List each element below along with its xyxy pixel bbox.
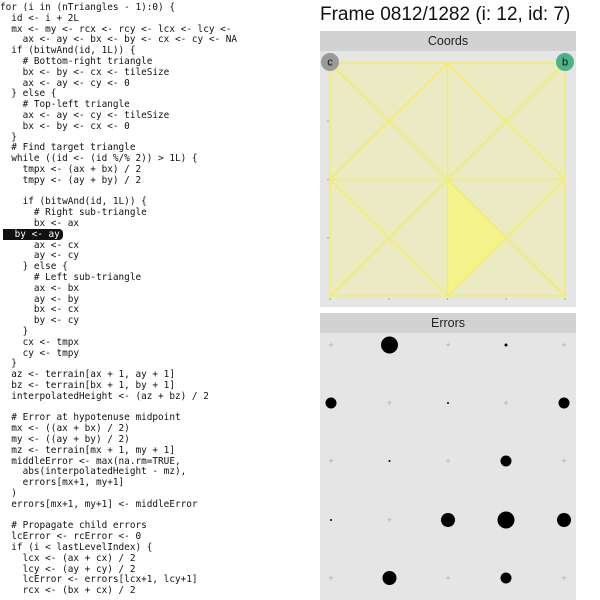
code-line	[0, 164, 141, 175]
grid-tick: +	[386, 516, 393, 524]
code-line	[0, 218, 79, 229]
errors-background	[320, 333, 576, 600]
code-line	[0, 78, 130, 89]
code-line	[0, 88, 56, 99]
code-line-text: lcError <- errors[lcx+1, lcy+1]	[0, 574, 198, 586]
code-line-text: ax <- cx	[0, 239, 80, 251]
code-line	[0, 315, 79, 326]
tick-mark	[388, 298, 390, 300]
tick-mark	[447, 298, 449, 300]
code-line-text: bx <- ax	[0, 218, 80, 229]
code-line-text: if (bitwAnd(id, 1L)) {	[0, 45, 136, 57]
code-line-text: lcx <- (ax + cx) / 2	[0, 552, 136, 564]
code-line-text: ay <- by	[0, 293, 80, 305]
grid-tick: +	[328, 457, 334, 465]
tick-mark	[327, 237, 329, 239]
code-line	[0, 531, 141, 542]
frame-label: Frame	[320, 4, 375, 25]
grid-tick: +	[445, 457, 451, 465]
code-line	[0, 2, 175, 13]
frame-info: (i: 12, id: 7)	[475, 4, 571, 25]
grid-tick: +	[503, 399, 509, 407]
code-line-text: rcx <- (bx + cx) / 2	[0, 585, 136, 597]
code-line	[0, 369, 175, 380]
grid-tick: +	[328, 574, 334, 582]
code-line-text: bx <- cx	[0, 304, 80, 316]
grid-tick: +	[445, 574, 451, 582]
code-line	[0, 121, 130, 132]
code-line-text: # Propagate child errors	[0, 520, 147, 532]
code-line-text: mz <- terrain[mx + 1, my + 1]	[0, 444, 175, 456]
error-dot	[381, 337, 398, 354]
code-line	[0, 434, 130, 445]
error-dot	[389, 460, 391, 462]
code-line	[0, 261, 68, 272]
code-line-text: for (i in (nTriangles - 1):0) {	[0, 2, 175, 13]
errors-panel	[320, 333, 576, 600]
code-line-text: ax <- ay <- bx <- by <- cx <- cy <- NA	[0, 34, 238, 46]
code-pane	[0, 2, 312, 600]
code-line-text: } else {	[0, 261, 68, 273]
code-line	[0, 45, 135, 56]
code-line	[0, 24, 231, 35]
error-dot	[326, 398, 337, 409]
code-line	[0, 456, 181, 467]
code-line	[0, 99, 130, 110]
error-dot	[559, 398, 570, 409]
code-line-text: bz <- terrain[bx + 1, by + 1]	[0, 380, 175, 391]
code-line	[0, 499, 198, 510]
code-line	[0, 348, 79, 359]
code-line-text: while ((id <- (id %/% 2)) > 1L) {	[0, 153, 198, 165]
code-line	[0, 13, 79, 24]
code-line	[0, 380, 175, 391]
code-line	[0, 574, 198, 585]
code-line	[0, 142, 135, 153]
code-line	[0, 391, 209, 402]
code-line	[0, 337, 79, 348]
code-line-text: # Find target triangle	[0, 142, 136, 154]
error-dot	[501, 573, 512, 584]
error-dot	[447, 402, 449, 404]
tick-mark	[564, 298, 566, 300]
code-line-text: mx <- ((ax + bx) / 2)	[0, 423, 130, 435]
tick-mark	[327, 120, 329, 122]
code-line-text: if (i < lastLevelIndex) {	[0, 542, 153, 553]
code-line	[0, 477, 124, 488]
code-line-text: cy <- tmpy	[0, 347, 80, 359]
error-dot	[501, 456, 512, 467]
code-line-text: errors[mx+1, my+1]	[0, 477, 125, 489]
code-line	[0, 553, 135, 564]
code-line-text: ax <- bx	[0, 282, 80, 294]
code-line	[0, 110, 169, 121]
code-line-text: # Bottom-right triangle	[0, 56, 153, 67]
code-line	[0, 520, 147, 531]
code-line	[0, 564, 135, 575]
code-line	[0, 196, 147, 207]
code-line-text: ax <- ay <- cy <- 0	[0, 77, 130, 89]
code-line-text: cx <- tmpx	[0, 336, 80, 348]
frame-current: 0812	[380, 4, 423, 25]
grid-tick: +	[386, 399, 393, 407]
code-line	[0, 445, 175, 456]
code-line-text: by <- ay	[9, 228, 60, 240]
code-line	[0, 423, 130, 434]
code-line-text: lcy <- (ay + cy) / 2	[0, 563, 136, 575]
code-line-text: az <- terrain[ax + 1, ay + 1]	[0, 369, 175, 381]
code-line-text: lcError <- rcError <- 0	[0, 531, 142, 543]
code-line	[0, 132, 17, 143]
code-line	[0, 294, 79, 305]
code-line	[0, 153, 198, 164]
grid-tick: +	[445, 341, 451, 349]
code-line	[0, 358, 17, 369]
code-line-text: }	[0, 326, 29, 337]
code-line-current	[3, 229, 63, 240]
code-line	[0, 240, 79, 251]
code-line-text: by <- cy	[0, 315, 80, 327]
code-line	[0, 542, 152, 553]
code-line-text: middleError <- max(na.rm=TRUE,	[0, 455, 181, 467]
vertex-label: c	[327, 56, 333, 69]
code-line-text: }	[0, 358, 17, 370]
tick-mark	[327, 179, 329, 181]
code-line-text: } else {	[0, 88, 57, 100]
code-line	[0, 67, 169, 78]
code-line	[0, 326, 28, 337]
code-line-text: if (bitwAnd(id, 1L)) {	[0, 196, 147, 208]
errors-panel-header: Errors	[320, 313, 576, 333]
vertex-label: b	[561, 56, 569, 69]
frame-title: Frame 0812/1282 (i: 12, id: 7)	[320, 4, 571, 25]
code-line-text: }	[0, 131, 17, 143]
code-line-text: bx <- by <- cx <- 0	[0, 120, 130, 132]
code-line-text: tmpx <- (ax + bx) / 2	[0, 164, 142, 175]
error-dot	[330, 519, 332, 521]
coords-panel	[320, 51, 576, 307]
code-line-text: mx <- my <- rcx <- rcy <- lcx <- lcy <-	[0, 23, 232, 35]
code-line	[0, 56, 152, 67]
code-line-text: my <- ((ay + by) / 2)	[0, 434, 130, 445]
code-line	[0, 272, 141, 283]
error-dot	[383, 571, 397, 585]
code-line	[0, 175, 141, 186]
code-line-text: ax <- ay <- cy <- tileSize	[0, 110, 170, 121]
error-dot	[557, 513, 571, 527]
code-line-text: interpolatedHeight <- (az + bz) / 2	[0, 390, 209, 402]
code-line-text: abs(interpolatedHeight - mz),	[0, 466, 187, 478]
code-line-text: ay <- cy	[0, 250, 80, 262]
grid-tick: +	[561, 574, 567, 582]
code-line	[0, 412, 181, 423]
error-dot	[441, 513, 455, 527]
code-line	[0, 250, 79, 261]
error-dot	[498, 512, 515, 529]
code-line	[0, 283, 79, 294]
tick-mark	[505, 298, 507, 300]
code-line	[0, 585, 135, 596]
code-line-text: id <- i + 2L	[0, 12, 80, 24]
grid-tick: +	[561, 341, 567, 349]
grid-tick: +	[561, 457, 567, 465]
code-line-text: # Left sub-triangle	[0, 272, 142, 283]
code-line-text: # Top-left triangle	[0, 99, 130, 111]
code-line	[0, 34, 237, 45]
code-line	[0, 207, 147, 218]
code-line-text: bx <- by <- cx <- tileSize	[0, 66, 170, 78]
code-line-text: # Right sub-triangle	[0, 207, 147, 219]
error-dot	[505, 344, 508, 347]
code-line-text: )	[0, 488, 17, 499]
code-line-text: tmpy <- (ay + by) / 2	[0, 174, 142, 186]
code-line-text: errors[mx+1, my+1] <- middleError	[0, 498, 198, 510]
code-line	[0, 466, 186, 477]
coords-panel-header: Coords	[320, 31, 576, 51]
code-line-text: # Error at hypotenuse midpoint	[0, 412, 181, 424]
frame-total: 1282	[427, 4, 471, 25]
code-line	[0, 304, 79, 315]
grid-tick: +	[328, 341, 334, 349]
tick-mark	[329, 298, 331, 300]
code-line	[0, 488, 17, 499]
